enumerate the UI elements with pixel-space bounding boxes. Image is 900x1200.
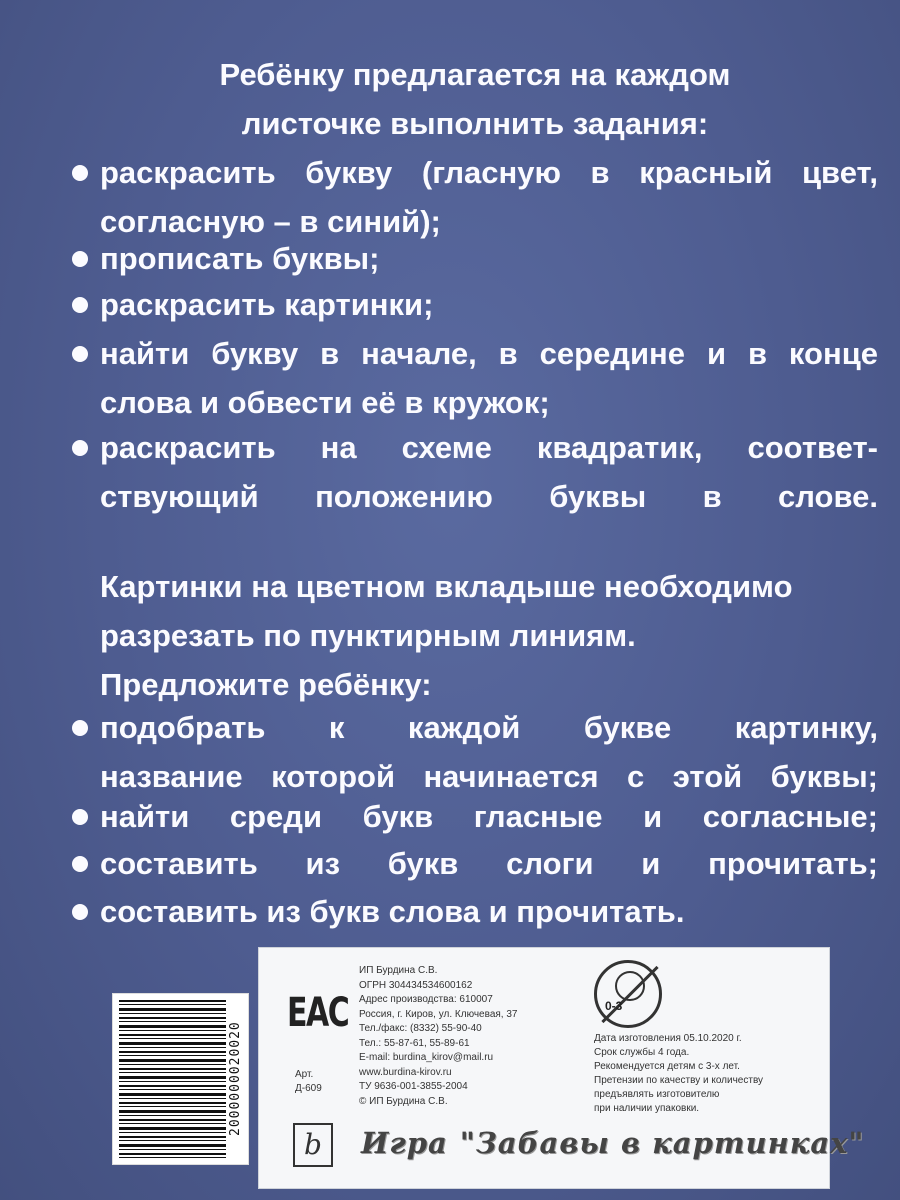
intro-text: [130, 50, 820, 148]
publisher-line: ОГРН 304434534600162: [359, 979, 473, 991]
suggestion-line: составить из букв слоги и прочитать;: [100, 846, 878, 881]
suggestion-item: [100, 792, 878, 841]
barcode-digits: 2000000020020: [228, 1021, 243, 1137]
task-item: [100, 148, 878, 246]
game-word: Игра: [361, 1126, 448, 1160]
barcode: [112, 993, 249, 1165]
info-box: [258, 947, 865, 1189]
bullet-icon: [72, 251, 88, 267]
bullet-icon: [72, 165, 88, 181]
bullet-icon: [72, 297, 88, 313]
publisher-line: E-mail: burdina_kirov@mail.ru: [359, 1052, 494, 1063]
publisher-line: Тел.: 55-87-61, 55-89-61: [359, 1037, 470, 1049]
cards-line: разрезать по пунктирным линиям.: [100, 618, 636, 653]
suggestion-line: составить из букв слова и прочитать.: [100, 894, 685, 929]
task-item: [100, 280, 878, 329]
task-line: прописать буквы;: [100, 241, 380, 276]
age-restriction-icon: [594, 960, 662, 1028]
task-line: ствующий положению буквы в слове.: [100, 479, 878, 514]
game-name: "Забавы в картинках": [459, 1126, 865, 1160]
bullet-icon: [72, 904, 88, 920]
task-item: [100, 234, 878, 283]
production-line: Срок службы 4 года.: [594, 1047, 690, 1058]
article-label: Арт.: [295, 1069, 314, 1080]
publisher-line: © ИП Бурдина С.В.: [359, 1095, 448, 1107]
eac-mark: EAC: [287, 990, 349, 1036]
game-title: [361, 1126, 865, 1160]
cards-paragraph: [100, 562, 880, 709]
task-line: раскрасить букву (гласную в красный цвет,: [100, 155, 878, 190]
barcode-bars: [119, 1000, 226, 1158]
age-sign-text: 0-3: [605, 999, 623, 1013]
article-number: [295, 1068, 322, 1096]
production-line: Дата изготовления 05.10.2020 г.: [594, 1033, 742, 1044]
publisher-line: Тел./факс: (8332) 55-90-40: [359, 1023, 482, 1034]
bullet-icon: [72, 346, 88, 362]
publisher-logo: b: [293, 1123, 333, 1167]
article-value: Д-609: [295, 1083, 322, 1094]
publisher-info: [359, 964, 517, 1109]
bullet-icon: [72, 440, 88, 456]
intro-line: листочке выполнить задания:: [241, 106, 709, 141]
production-line: при наличии упаковки.: [594, 1103, 700, 1114]
bullet-icon: [72, 856, 88, 872]
publisher-line: Адрес производства: 610007: [359, 994, 493, 1005]
publisher-line: ТУ 9636-001-3855-2004: [359, 1081, 468, 1092]
task-line: раскрасить на схеме квадратик, соответ-: [100, 430, 878, 465]
task-line: слова и обвести её в кружок;: [100, 385, 550, 420]
suggestion-item: [100, 887, 878, 936]
intro-line: Ребёнку предлагается на каждом: [219, 57, 731, 92]
production-line: Претензии по качеству и количеству: [594, 1075, 764, 1086]
bullet-icon: [72, 809, 88, 825]
cards-line: Предложите ребёнку:: [100, 667, 432, 702]
suggestion-line: подобрать к каждой букве картинку,: [100, 710, 878, 745]
task-item: [100, 329, 878, 427]
cards-line: Картинки на цветном вкладыше необходимо: [100, 569, 793, 604]
production-info: [594, 1032, 763, 1116]
task-line: согласную – в синий);: [100, 204, 441, 239]
bullet-icon: [72, 720, 88, 736]
production-line: предъявлять изготовителю: [594, 1089, 720, 1100]
task-line: раскрасить картинки;: [100, 287, 434, 322]
publisher-line: ИП Бурдина С.В.: [359, 965, 438, 976]
suggestion-line: название которой начинается с этой буквы;: [100, 759, 878, 794]
production-line: Рекомендуется детям с 3-х лет.: [594, 1061, 740, 1072]
publisher-line: www.burdina-kirov.ru: [359, 1066, 452, 1078]
publisher-line: Россия, г. Киров, ул. Ключевая, 37: [359, 1008, 518, 1020]
suggestion-item: [100, 839, 878, 888]
suggestion-line: найти среди букв гласные и согласные;: [100, 799, 878, 834]
task-line: найти букву в начале, в середине и в конце: [100, 336, 878, 371]
suggestion-item: [100, 703, 878, 801]
task-item: [100, 423, 878, 521]
